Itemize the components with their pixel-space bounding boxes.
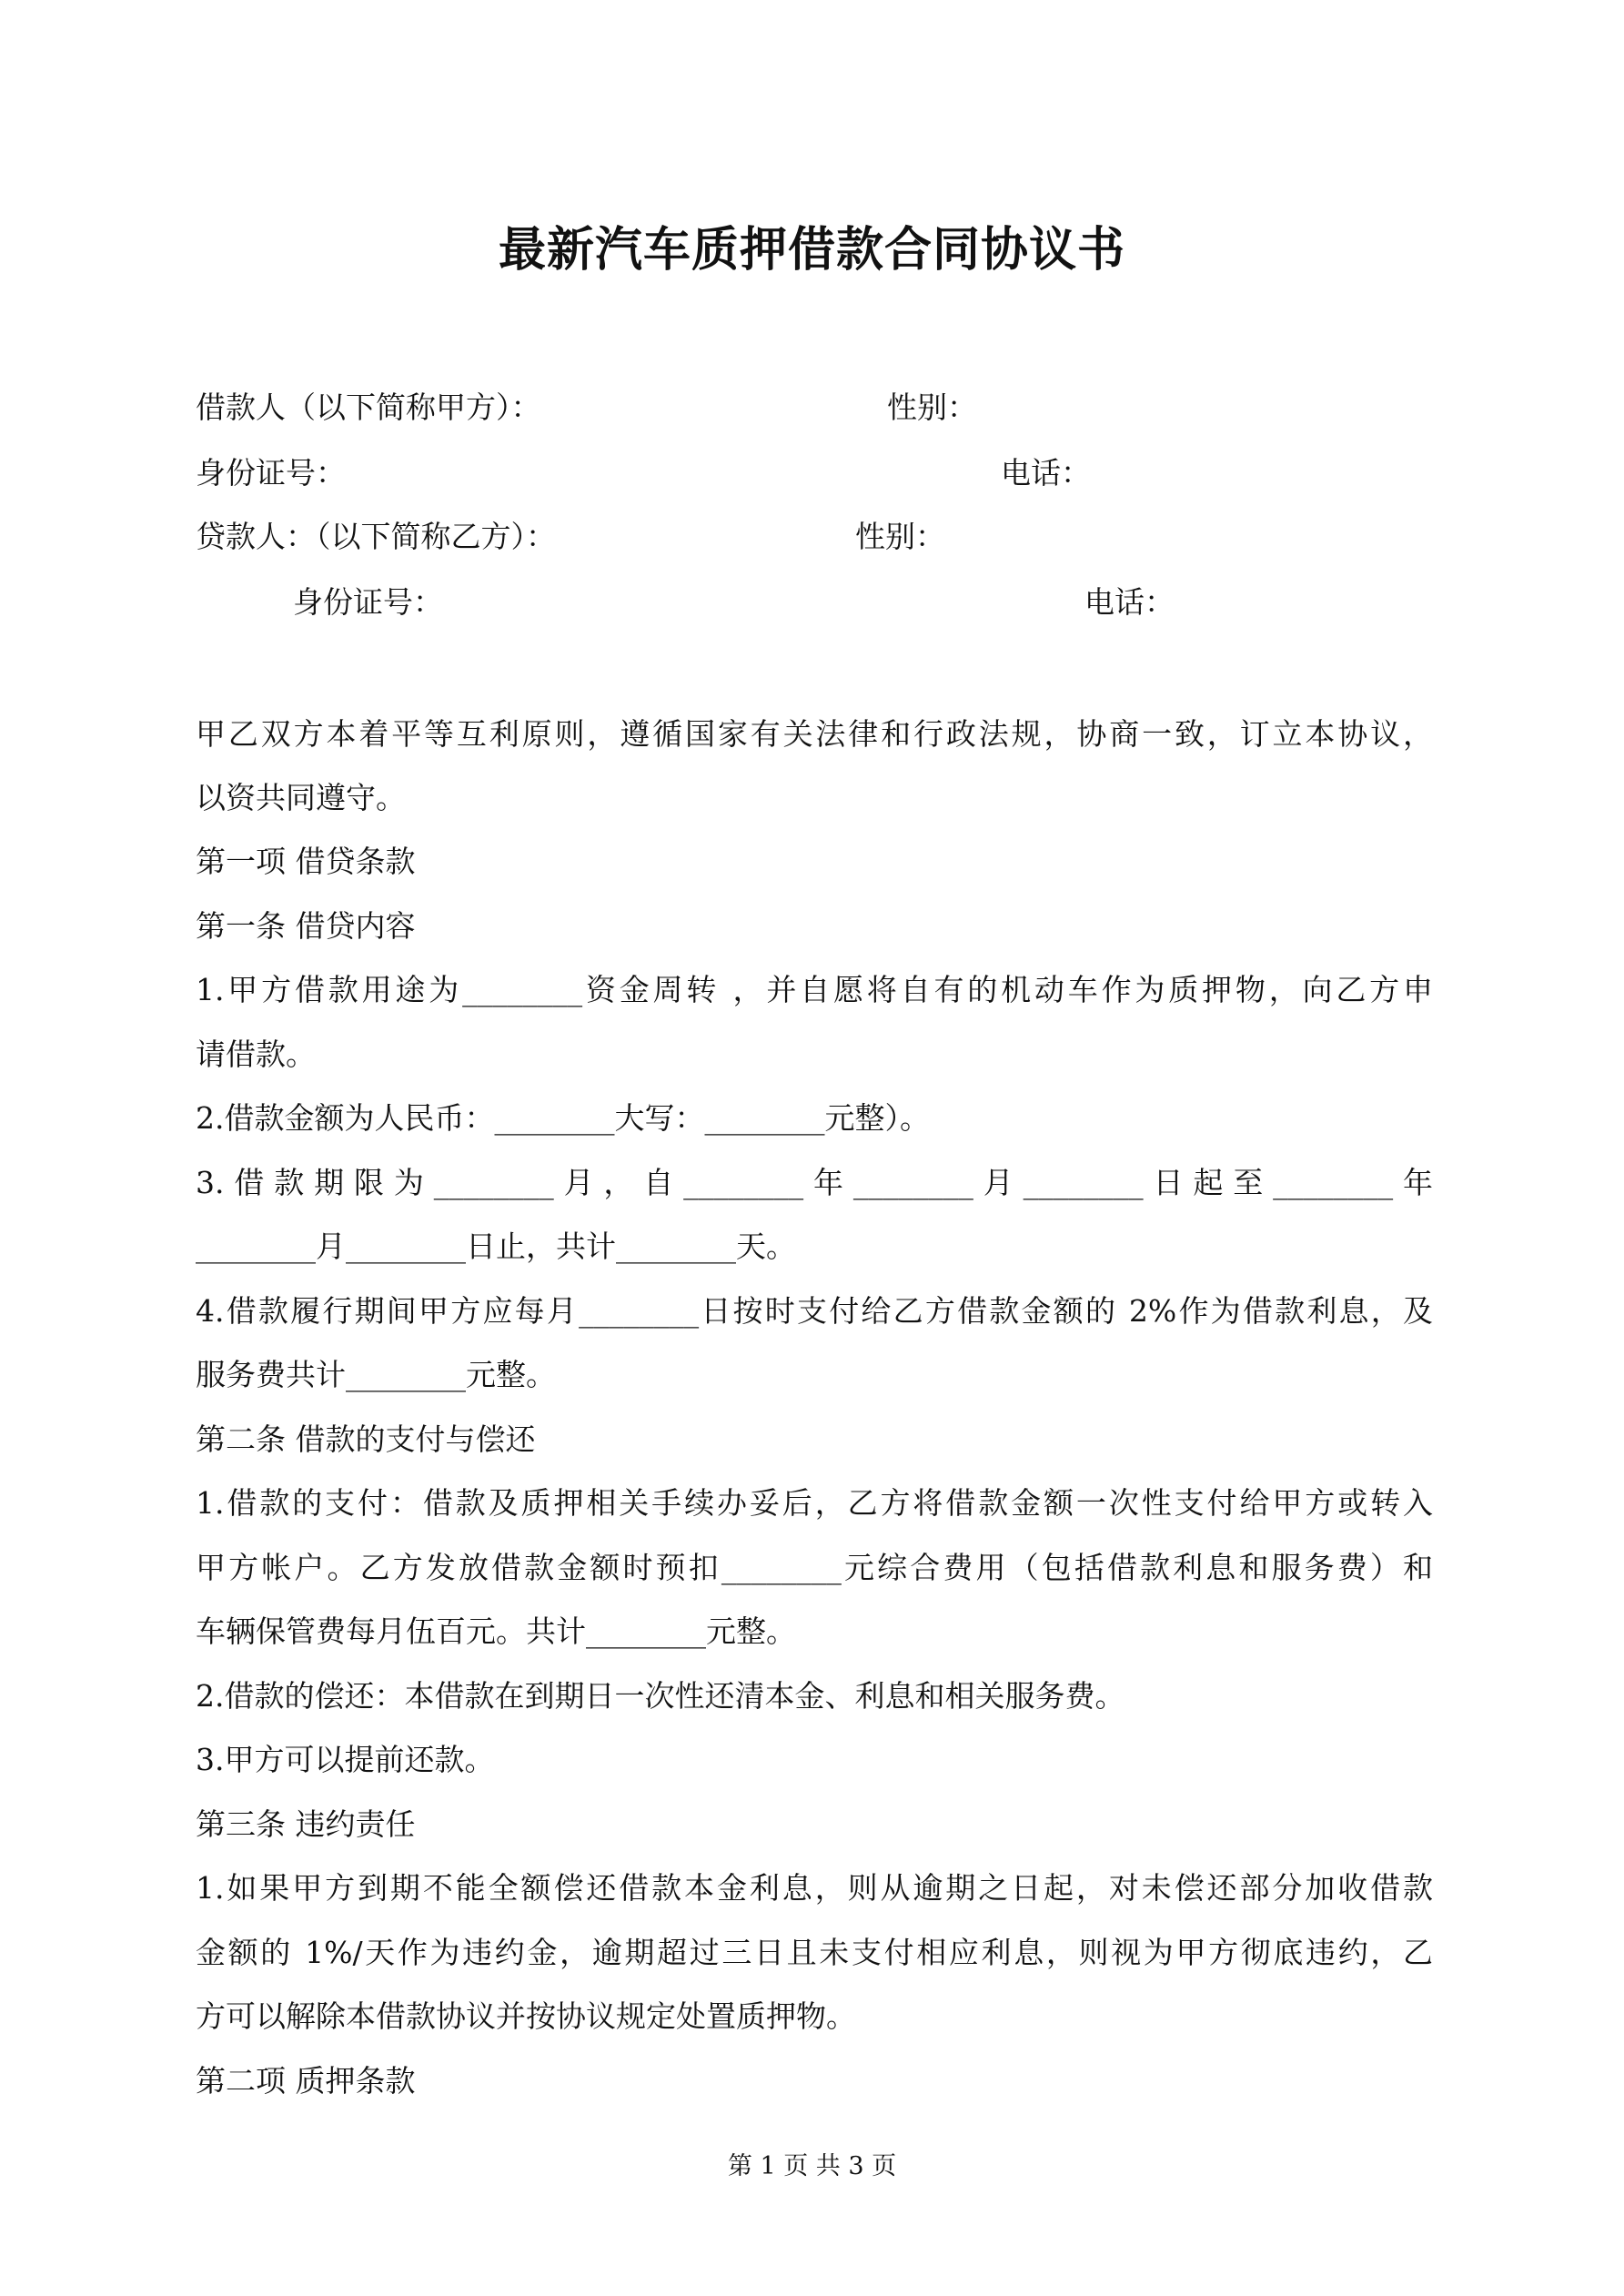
lender-label: 贷款人：（以下简称乙方）： — [196, 519, 556, 554]
article-heading: 第一条 借贷内容 — [196, 908, 416, 944]
preamble-line: 以资共同遵守。 — [196, 780, 406, 815]
borrower-gender-label: 性别： — [887, 389, 977, 425]
section-heading: 第一项 借贷条款 — [196, 844, 416, 879]
borrower-id-label: 身份证号： — [196, 455, 346, 491]
preamble-line: 甲乙双方本着平等互利原则，遵循国家有关法律和行政法规，协商一致，订立本协议， — [196, 716, 1433, 752]
borrower-phone-label: 电话： — [1001, 455, 1091, 491]
clause-line: 请借款。 — [196, 1037, 316, 1072]
clause-line: 车辆保管费每月伍百元。共计________元整。 — [196, 1613, 796, 1649]
page-number: 第 1 页 共 3 页 — [727, 2152, 897, 2180]
clause-line: 2.借款金额为人民币：________大写：________元整）。 — [196, 1100, 930, 1136]
clause-line: 服务费共计________元整。 — [196, 1357, 556, 1392]
clause-line: 金额的 1%/天作为违约金，逾期超过三日且未支付相应利息，则视为甲方彻底违约，乙 — [196, 1935, 1433, 1970]
borrower-label: 借款人（以下简称甲方）： — [196, 389, 541, 425]
clause-line: ________月________日止，共计________天。 — [196, 1229, 796, 1264]
lender-id-label: 身份证号： — [293, 584, 443, 620]
article-heading: 第三条 违约责任 — [196, 1806, 416, 1842]
lender-gender-label: 性别： — [855, 519, 945, 554]
article-heading: 第二条 借款的支付与偿还 — [196, 1421, 536, 1457]
clause-line: 1.借款的支付：借款及质押相关手续办妥后，乙方将借款金额一次性支付给甲方或转入 — [196, 1485, 1433, 1521]
clause-line: 甲方帐户。乙方发放借款金额时预扣________元综合费用（包括借款利息和服务费）和 — [196, 1550, 1433, 1585]
lender-phone-label: 电话： — [1084, 584, 1175, 620]
section-heading: 第二项 质押条款 — [196, 2063, 416, 2099]
clause-line: 1.甲方借款用途为________资金周转 ，并自愿将自有的机动车作为质押物，向乙方申 — [196, 972, 1433, 1007]
clause-line: 3.借款期限为________月，自________年________月________日起至________年 — [196, 1165, 1433, 1200]
clause-line: 3.甲方可以提前还款。 — [196, 1742, 495, 1777]
clause-line: 方可以解除本借款协议并按协议规定处置质押物。 — [196, 1998, 856, 2034]
clause-line: 1.如果甲方到期不能全额偿还借款本金利息，则从逾期之日起，对未偿还部分加收借款 — [196, 1870, 1433, 1906]
document-title: 最新汽车质押借款合同协议书 — [498, 222, 1125, 278]
clause-line: 4.借款履行期间甲方应每月________日按时支付给乙方借款金额的 2%作为借款利息，及 — [196, 1293, 1433, 1329]
clause-line: 2.借款的偿还：本借款在到期日一次性还清本金、利息和相关服务费。 — [196, 1678, 1125, 1714]
